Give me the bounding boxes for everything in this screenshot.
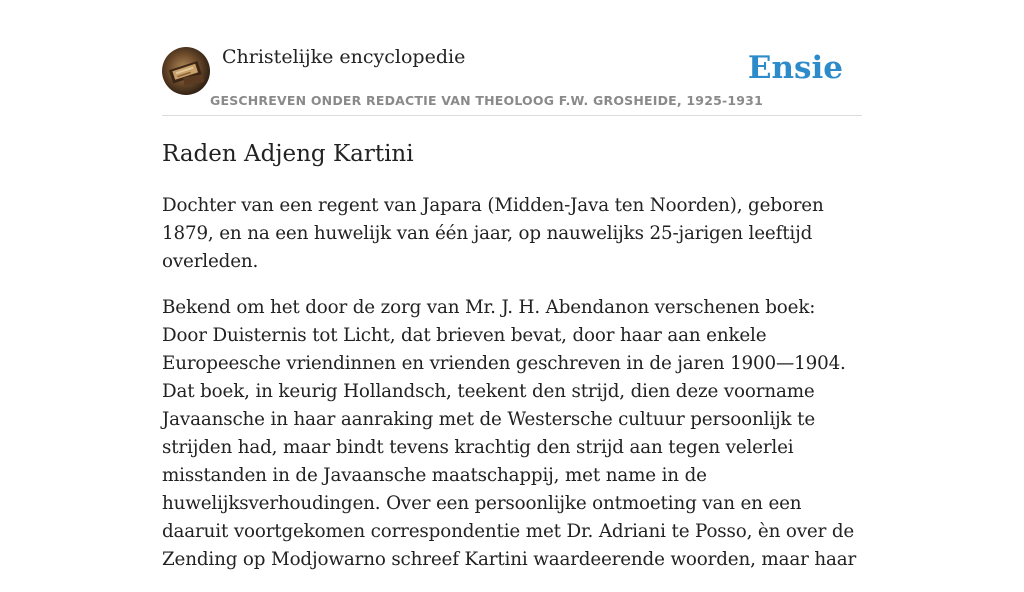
brand-logo-link[interactable]: Ensie (747, 50, 843, 86)
article-body (162, 192, 862, 592)
article-title: Raden Adjeng Kartini (162, 141, 414, 167)
article-paragraph: Bekend om het door de zorg van Mr. J. H. Abendanon verschenen boek: Door Duisternis tot Licht, dat brieven bevat, door haar aan enkele Europeesche vriendinnen en vrienden geschreven in de jaren 1900—1904. Dat boek, in keurig Hollandsch, teekent den strijd, dien deze voorname Javaansche in haar aanraking met de Westersche cultuur persoonlijk te strijden had, maar bindt tevens krachtig den strijd aan tegen velerlei misstanden in de Javaansche maatschappij, met name in de huwelijksverhoudingen. Over een persoonlijke ontmoeting van en een daaruit voortgekomen correspondentie met Dr. Adriani te Posso, èn over de Zending op Modjowarno schreef Kartini waardeerende woorden, maar haar (162, 297, 857, 570)
page (162, 0, 862, 570)
site-header (162, 0, 862, 116)
site-subtitle: GESCHREVEN ONDER REDACTIE VAN THEOLOOG F.W. GROSHEIDE, 1925-1931 (210, 93, 763, 108)
book-photo-icon (162, 47, 210, 95)
article-paragraph: Dochter van een regent van Japara (Midden-Java ten Noorden), geboren 1879, en na een huwelijk van één jaar, op nauwelijks 25-jarigen leeftijd overleden. (162, 195, 824, 272)
site-avatar[interactable] (162, 47, 210, 95)
site-title[interactable]: Christelijke encyclopedie (222, 46, 466, 68)
